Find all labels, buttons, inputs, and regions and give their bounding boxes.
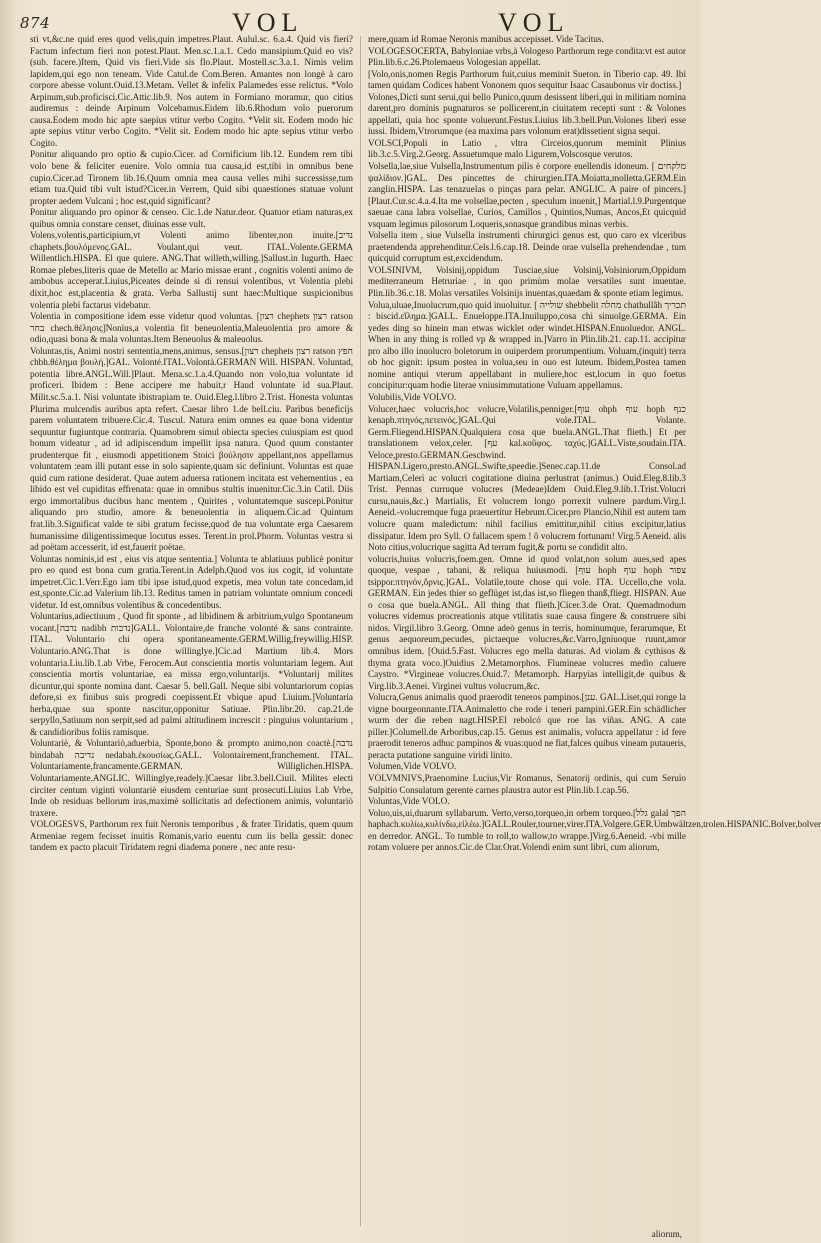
page-gutter-shadow (0, 0, 14, 1243)
dictionary-entry: Voluntas nominis,id est , eius vis atque sententia.] Volunta te ablatiuus publicè ponitur pro eo quod est bona cum gratia.Terent.in Adelph.Quod vos ius cogit, id voluntate impetret.Cic.1.Verr.Ego iam tibi ipse istud,quod expetis, mea volun tate concedam,id est,sponte.Cic.ad Valerium lib.13. Reditus tamen in patriam voluntate omnium concedi videtur. Id est,omnibus volentibus & concedentibus. (30, 553, 353, 610)
running-head-right: VOL (498, 8, 570, 37)
dictionary-entry: VOLVMNIVS,Praenomine Lucius,Vir Romanus, Senatorij ordinis, qui cum Seruio Sulpitio Consulatum gerente carnes plaustra autor est Plin.lib.1.cap.56. (368, 773, 686, 795)
dictionary-entry: Volua,uluae,Inuolucrum,quo quid inuoluitur. [ שולייה shebbelit מחלה chathullâh תכריך : biscid.εἴλημα.]GALL. Enueloppe.ITA.Inuiluppo,cosa chi sinuolge.GERMA. Ein yedes ding so hinein man etwas wicklet oder windet.HISPAN.Enuoluedor. ANGL. When in any thing is rolled vp & wrapped in.]Varro in Plin.lib.21. cap.11. accipitur pro albo illo inuolucro boletorum in ouiperdem prorumpentium. Voluam,(inquit) terra ob hoc gignit: ipsum postea in volua,seu in ouo est luteum. Ibidem,Postea tamen nomine antiqui vterum appellabant in muliere,hoc est,locum in quo foetus concipitur:quam hodie literae vniusimmutatione Vuluam appellamus. (368, 299, 686, 391)
dictionary-entry: Volones,Dicti sunt serui,qui bello Punico,quum desissent liberi,qui in militiam nomina darent,pro dominis pugnaturos se pollicerent,in ciuitatem recepti sunt : & Volones appellati, quia hoc sponte voluerunt.Festus.Liuius lib.3.bell.Pun.Volones liberi esse iussi. Ibidem,Vtrorumque (ea maxima pars volonum erat)dissetient signa sequi. (368, 91, 686, 137)
dictionary-entry: Volentia in compositione idem esse videtur quod voluntas. [רצון chephets רצון ratson בחר chech.θέλησις]Nonius,a volentia fit beneuolentia,Maleuolentia pro amore & odio,quasi bona & mala voluntas.Item Beneuolus & maleuolus. (30, 311, 353, 345)
catchword: aliorum, (651, 1229, 682, 1239)
dictionary-entry: Voluntariè, & Voluntariò,aduerbia, Sponte,bono & prompto animo,non coactè.[נדבה bindabah נדיבה nedabah.ἑκουσίως.GALL. Volontairement,franchement. ITAL. Voluntariamente,francamente.GERMAN. Williglichen.HISPA. Voluntariamente.ANGLIC. Willinglye,readely.]Caesar libr.3.bell.Ciuil. Milites electi circiter centum viginti voluntariè eiusdem centuriae sunt prosecuti.Liuius l.ab Vrbe, Inde ob residuas bellorum iras,maximè sollicitatis ad defectionem animis, voluntariò traxere. (30, 738, 353, 818)
dictionary-entry: Voluntas,Vide VOLO. (368, 796, 450, 807)
dictionary-entry: Voluntas,tis, Animi nostri sententia,mens,animus, sensus.[רצון chephets רצון ratson חפץ chbh.θέλημα βουλή.]GAL. Volonté.ITAL.Volontà.GERMAN Will. HISPAN. Voluntad, potentia libre.ANGL.Will.]Plaut. Mena.sc.1.a.4.Quando non volo,tua voluntate id proficeri. Ibidem : Bene accipere me habuit,r Haud voluntate id sua.Plaut. Milit.sc.5.a.1. Nisi voluntate ibistrapiam te. Ouid.Eleg.l.libro 2.Trist. Honesta voluntas Plurima mulcendis auribus apta refert. Caesar libro 1.de bell.ciu. Paribus beneficijs parem voluntatem tribuere.Cic.4. Tuscul. Natura enim omnes ea quae bona videntur sequuntur fugiuntque contraria. Quamobrem simul obiecta species cuiuspiam est quod bonum videatur , ad id adipiscendum impellit ipsa natura. Quod quum constanter prudenterque fit , eiusmodi appetitionem Stoici βούλησιν appellant,nos appellamus voluntatem :eam illi putant esse in solo sapiente,quam sic definiunt. Voluntas est quae quid cum ratione desiderat. Quae autem aduersa rationem incitata est vehementius , ea libido est vel cupiditas effrenata: quae in omnibus stultis inuenitur.Cic.3.in Catil. Diis ergo immortalibus ducibus hanc mentem , Quirites , voluntatemque suscepi.Ponitur aliquando pro studio, amore & beneuolentia in aliquem.Cic.ad Quintum frat.lib.3.Significat valde te sibi gratum fecisse,quod de tua voluntate erga Caesarem humanissime diligentissimeque locutus esses. Terent.in prol.Phorm. Voluntas vestra si ad poëtam accesserit, id est,fauerit poëtae. (30, 345, 353, 553)
dictionary-entry: Volucra,Genus animalis quod praerodit teneros pampinos.[ענן. GAL.Liset,qui ronge la vigne bourgeonnante.ITA.Animaletto che rode i teneri pampini.GER.Ein schädlicher wurm der die reben nagt.HISP.El rebolcó que roe las viñas. ANG. A cate piller.]Columell.de Arboribus,cap.15. Genus est animalis, volucra appellatur : id fere praerodit teneros adhuc pampinos & vuas:quod ne fiat,falces quibus vineam putaueris, peracta putatione sanguine viridi linito. (368, 692, 686, 760)
dictionary-entry: VOLSINIVM, Volsinij,oppidum Tusciae,siue Volsinij,Volsiniorum,Oppidum mediterraneum Hetruriae , in quo primùm molae versatiles sunt inuentae. Plin.lib.36.c.18. Molas versatiles Volsinijs inuentas,quaedam & sponte etiam legimus. (368, 264, 686, 299)
page-number: 874 (20, 14, 51, 32)
dictionary-entry: sti vt,&c.ne quid eres quod velis,quin impetres.Plaut. Aulul.sc. 6.a.4. Quid vis fieri? Factum infectum fieri non potest.Plaut. Men.sc.1.a.1. Cedo mansipium.Quid eo vis?(sub. facere.)Item, Quid vis fieri.Vide sis flo.Plaut. Mostell.sc.3.a.1. Nimis velim lapidem,qui ego non teneam. Vide Catul.de Com.Beren. Amantes non longè à caro corpore abesse volunt.Ouid.13.Metam. Vellet & infelix Palamedes esse relictus. *Volo Arpinum,sub.proficisci.Cic.Attic.lib.9. Nos autem in Formiano moramur, quo citius audiremus : deinde Arpinum Volcebamus.Eidem lib.6.Rhodum volo puerorum causa.Eodem modo hic apte saepius vtitur verbo Cogito. *Velit sit. Eodem modo hic apte sepius vtitur verbo Cogito. *Velit sit. Eodem modo hic apte sepius vtitur verbo Cogito. (30, 34, 353, 148)
dictionary-entry: volucris,huius volucris,foem.gen. Omne id quod volat,non solum aues,sed apes quoque, vespae , tabani, & reliqua huiusmodi. [עוף hoph עוף hoph צפור tsippor.πτηνόν,ὄρνις.]GAL. Volatile,toute chose qui vole. ITA. Uccello,che vola. GERMAN. Ein jedes thier so geflüget ist,das ist,so fliegen thanß,fliegt. HISPAN. Aue o cosa que buela.ANGL. All thing that flieth.]Cicer.3.de Orat. Quemadmodum volucres videmus procreationis atque vtilitatis suae causa fingere & construere sibi nidos. Virgil.libro 3.Georg. Omne adeò genus in terris, hominumque, ferarumque, Et genus aequoreum,pecudes, pictaeque volucres,&c.Varro,Igniuoque ruunt,amor omnibus idem. [Ouid.5.Fast. Volucres ego mella daturas. Ad violam & cythisos & thyma grata voco.]Ouidius 2.Metamorphos. Flumineae volucres medio caluere Caystro. *Virgineae volucres.Ouid.7. Metamorph. Harpyias intelligit,de quibus & Virg.lib.3.Aenei. Virginei vultus volucrum,&c. (368, 553, 687, 691)
dictionary-entry: Volumen,Vide VOLVO. (368, 761, 457, 772)
dictionary-entry: VOLOGESVS, Parthorum rex fuit Neronis temporibus , & frater Tiridatis, quem quum Armeniae regem fecisset inuitis Romanis,vario euentu cum iis bella gessit: donec tandem ex pacto placuit Tiridatem regni diadema ponere , nec ante resu- (30, 819, 353, 853)
left-column (30, 34, 353, 1230)
dictionary-entry: Volucer,haec volucris,hoc volucre,Volatilis,penniger.[עוף ohph עוף hoph כנף kenaph.πτηνός,πετεινός.]GAL.Qui vole.ITAL. Volante. Germ.Fliegend.HISPAN.Qualquiera cosa que buela.ANGL.That flieth.] Et per translationem velox,celer. [עף kal.κοῦφος. ταχύς.]GALL.Viste,soudain.ITA. Veloce,presto.GERMAN.Geschwind. HISPAN.Ligero,presto.ANGL.Swifte,speedie.]Senec.cap.11.de Consol.ad Martiam,Celeri ac volucri cogitatione diuina perlustrat (animus.) Ouid.Eleg.8.lib.3 Trist. Pennas curruque volucres (Medeae)Idem Ouid.Eleg.9.lib.1.Trist.Volucri cursu,nauis,&c.) Martialis, Et volucrem longo porrexit vulnere pardum.Virg.l. Aeneid.-volucremque fuga praeuertitur Hebrum.Cicer.pro Plancio,Nihil est autem tam volucre quam maledictum: nihil facilius emittitur,nihil citius excipitur,latius dissipatur. Idem pro Syll. O fallacem spem ! ô volucrem fortunam! Virg.5 Aeneid. alis Noto citius,volucrique sagitta Ad terram fugit,& portu se condidit alto. (368, 403, 686, 553)
dictionary-entry: Voluo,uis,ui,duarum syllabarum. Verto,verso,torqueo,in orbem torqueo.[גלל galal הפך haphach.κυλίω,κυλίνδω,εἰλέω.]GALL.Rouler,tourner,virer.ITA.Volgere.GER.Umbwältzen,trolen.HISPANIC.Bolver,bolver en derredor. ANGL. To tumble to roll,to wallow,to wrappe.]Virg.6.Aeneid. -vbi mille rotam voluere per annos.Cic.de Clar.Orat.Volendi enim sunt libri, cum aliorum, (368, 807, 821, 853)
dictionary-entry: Volubilis,Vide VOLVO. (368, 391, 457, 402)
dictionary-entry: Voluntarius,adiectiuum , Quod fit sponte , ad libidinem & arbitrium,vulgo Spontaneum vocant.[נדבה nadibh נדבות]GALL. Volontaire,de franche volonté & sans contrainte. ITAL. Voluntario chi opera spontaneamente.GERM.Willig,freywillig.HISP. Voluntario.ANG.That is done willinglye.]Cic.ad Martium lib.4. Mors voluntaria.Liu.lib.1.ab Vrbe, Ferocem.Aut conscientia mortis voluntariam legem. Aut conscientia mortis voluntariae, ea missa ergo,voluntarijs. *Voluntarij milites dicuntur,qui sponte nomina dant. Caesar 5. bell.Gall. Neque sibi voluntariorum copias defore,si ex finibus suis progredi coepissent.Et vbique apud Liuium.]Voluntaria herba,quae sua sponte nascitur,opponitur Satiuae. Plin.libr.20. cap.21.de serpyllo,Satiuum non serpit,sed ad palmi altitudinem increscit : pinguius voluntarium , & candidioribus foliis ramisque. (30, 611, 353, 737)
dictionary-entry: VOLSCI,Populi in Latio , vltra Circeios,quorum meminit Plinius lib.3.c.5.Virg.2.Georg. Assuetumque malo Ligurem,Volscosque verutos. (368, 137, 686, 160)
right-column (368, 34, 821, 1230)
dictionary-entry: Ponitur aliquando pro optio & cupio.Cicer. ad Cornificium lib.12. Eundem rem tibi volo bene & feliciter euenire. Volo omnia tua causa,id est,tibi in omnibus bene cupio.Cicer.ad Tironem lib.16.Quum omnia mea causa velles mihi successisse,tum etiam tua.Quid tibi vult istud?Cicer.in Verrem, Quid sibi quaestiones statuae volunt propter aedem Vulcani ; hoc est,quid significant? (30, 149, 353, 206)
dictionary-entry: VOLOGESOCERTA, Babyloniae vrbs,à Vologeso Parthorum rege condita:vt est autor Plin.lib.6.c.26.Ptolemaeus Vologesian appellat. (368, 45, 686, 68)
dictionary-entry: Volens,volentis,participium,vt Volenti animo libenter,non inuite.[נדיב chaphets.βουλόμενος.GAL. Voulant,qui veut. ITAL.Volente.GERMA Willentlich.HISPA. El que quiere. ANG.That willeth,willing.]Sallust.in Iugurth. Haec Romae plebes,literis quae de Metello ac Mario missae erant , cognitis volenti animo de ambobus acceperat.Liuius,Piceates deinde si di rensui volentibus, vt Volentia plebi dixit,hoc est,placentia & grata. Verba Sallustij sunt haec:Multique suspicionibus volentia plebi factarus videbatur. (30, 230, 353, 310)
dictionary-entry: mere,quam id Romae Neronis manibus accepisset. Vide Tacitus. (368, 34, 604, 44)
dictionary-entry: Volsella,lae,siue Vulsella,Instrumentum pilis è corpore euellendis idoneum. [ מלקחים ψαλίδιον.]GAL. Des pincettes de chirurgien.ITA.Moiatta,molletta.GERM.Ein zanglin.HISPA. Las tenazuelas o pinças para pelar. ANGLIC. A paire of pincers.] [Plaut.Cur.sc.4.a.4.Ita me volsellae,pecten , speculum inuenit,] Martial.l.9.Purgentque saeuae cana labra volsellae, Curios, Camillos , Quintios,Numas, Ancos,Et quicquid vsquam legimus pilosorum Loqueris,sonasque grandibus minas verbis. (368, 161, 686, 229)
dictionary-entry: Volsella item , siue Vulsella instrumenti chirurgici genus est, quo caro ex vlceribus praetendenda apprehenditur.Cels.l.6.cap.18. Deinde orae vulsella prehendendae , tum quicquid corruptum est,excidendum. (368, 230, 686, 264)
dictionary-entry: [Volo,onis,nomen Regis Parthorum fuit,cuius meminit Sueton. in Tiberio cap. 49. Ibi tamen quidam Codices habent Vononem quos sequitur Isaac Casaubonus vir doctiss.] (368, 68, 686, 91)
column-divider (360, 36, 361, 1226)
dictionary-entry: Ponitur aliquando pro opinor & censeo. Cic.1.de Natur.deor. Quatuor etiam naturas,ex quibus omnia constare censet, diuinas esse vult. (30, 207, 353, 229)
running-head-left: VOL (232, 8, 304, 37)
